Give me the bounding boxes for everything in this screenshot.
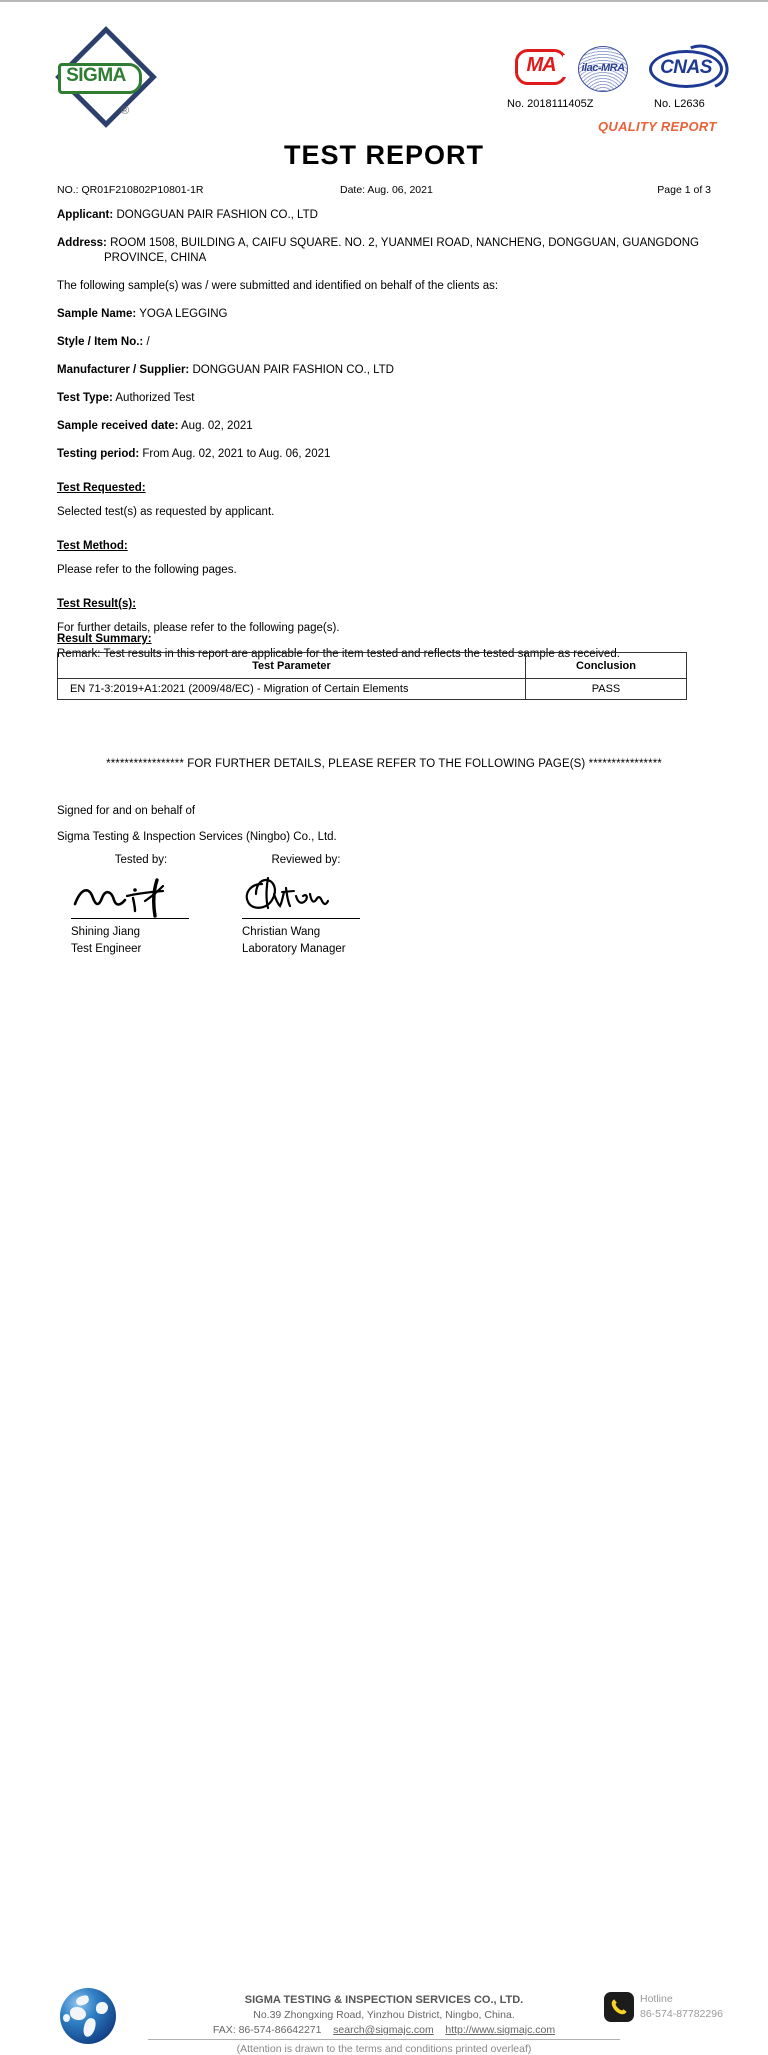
column-test-parameter: Test Parameter: [58, 653, 526, 679]
test-results-body: For further details, please refer to the following page(s).: [57, 622, 340, 634]
table-row: [58, 679, 687, 700]
sample-name-line: [57, 307, 717, 322]
applicant-value: DONGGUAN PAIR FASHION CO., LTD: [116, 209, 318, 221]
cnas-number: No. L2636: [654, 98, 705, 110]
footer-attention-note: (Attention is drawn to the terms and conditions printed overleaf): [236, 2043, 532, 2055]
signature-block: [57, 805, 557, 851]
accreditation-marks: [515, 46, 730, 92]
quality-report-stamp: QUALITY REPORT: [598, 119, 717, 134]
address-value: ROOM 1508, BUILDING A, CAIFU SQUARE. NO. 2, YUANMEI ROAD, NANCHENG, DONGGUAN, GUANGDONG: [110, 237, 700, 249]
result-summary-table: [57, 652, 687, 700]
address-value-continued: PROVINCE, CHINA: [104, 252, 207, 264]
received-date-label: Sample received date:: [57, 420, 179, 432]
ilac-label: ilac-MRA: [581, 62, 625, 74]
test-requested-heading: Test Requested:: [57, 482, 146, 494]
further-details-notice: ***************** FOR FURTHER DETAILS, PLEASE REFER TO THE FOLLOWING PAGE(S) ****************: [106, 758, 662, 770]
footer-divider: [148, 2039, 620, 2040]
cma-number: No. 2018111405Z: [507, 98, 594, 110]
test-results-heading: Test Result(s):: [57, 598, 137, 610]
result-summary-heading: Result Summary:: [57, 633, 152, 645]
cell-test-parameter: EN 71-3:2019+A1:2021 (2009/48/EC) - Migration of Certain Elements: [58, 679, 526, 700]
style-label: Style / Item No.:: [57, 336, 144, 348]
test-method-heading: Test Method:: [57, 540, 128, 552]
reviewed-by-signature-icon: [240, 870, 440, 918]
test-method-body: Please refer to the following pages.: [57, 564, 237, 576]
footer-website[interactable]: http://www.sigmajc.com: [445, 2024, 556, 2036]
report-body: [57, 208, 717, 675]
test-requested-body: Selected test(s) as requested by applicant.: [57, 506, 275, 518]
sigma-logo: [56, 35, 148, 127]
signed-for-line: Signed for and on behalf of: [57, 805, 196, 817]
submission-intro: The following sample(s) was / were submitted and identified on behalf of the clients as:: [57, 280, 499, 292]
ilac-mra-mark-icon: [578, 46, 630, 92]
column-conclusion: Conclusion: [526, 653, 687, 679]
tested-by-label: Tested by:: [114, 854, 168, 866]
manufacturer-line: [57, 363, 717, 378]
reviewed-by-rule: [242, 918, 360, 919]
cma-label: MA: [526, 54, 556, 76]
hotline-text: [640, 1992, 723, 2022]
page-title: TEST REPORT: [283, 140, 484, 170]
tested-by-role: Test Engineer: [71, 943, 142, 955]
report-meta: [0, 184, 768, 200]
style-value: /: [146, 336, 150, 348]
test-results-remark: Remark: Test results in this report are applicable for the item tested and reflects the tested sample as received.: [57, 648, 620, 660]
tested-by-name: Shining Jiang: [71, 926, 141, 938]
phone-icon: [604, 1992, 634, 2022]
sample-name-value: YOGA LEGGING: [139, 308, 228, 320]
hotline-label: Hotline: [640, 1993, 673, 2005]
signing-company: Sigma Testing & Inspection Services (Ningbo) Co., Ltd.: [57, 831, 337, 843]
page-number: Page 1 of 3: [657, 184, 711, 196]
sample-name-label: Sample Name:: [57, 308, 137, 320]
test-type-value: Authorized Test: [115, 392, 195, 404]
cell-conclusion: PASS: [526, 679, 687, 700]
style-line: [57, 335, 717, 350]
cma-mark-icon: [515, 46, 571, 90]
report-number: NO.: QR01F210802P10801-1R: [57, 184, 204, 196]
testing-period-value: From Aug. 02, 2021 to Aug. 06, 2021: [142, 448, 331, 460]
testing-period-line: [57, 447, 717, 462]
footer-company: SIGMA TESTING & INSPECTION SERVICES CO., LTD.: [244, 1994, 524, 2006]
registered-mark-icon: ®: [121, 105, 130, 117]
cnas-label: CNAS: [660, 57, 712, 78]
reviewed-by-name: Christian Wang: [242, 926, 321, 938]
sigma-wordmark: SIGMA: [66, 65, 126, 86]
tested-by-rule: [71, 918, 189, 919]
reviewed-by-role: Laboratory Manager: [242, 943, 346, 955]
applicant-line: [57, 208, 717, 223]
report-header: [0, 2, 768, 142]
address-line: [57, 236, 717, 266]
address-label: Address:: [57, 237, 107, 249]
hotline-block: [604, 1992, 754, 2028]
received-date-line: [57, 419, 717, 434]
test-type-line: [57, 391, 717, 406]
applicant-label: Applicant:: [57, 209, 114, 221]
hotline-number: 86-574-87782296: [640, 2008, 723, 2020]
test-type-label: Test Type:: [57, 392, 113, 404]
manufacturer-value: DONGGUAN PAIR FASHION CO., LTD: [192, 364, 394, 376]
report-date: Date: Aug. 06, 2021: [340, 184, 433, 196]
footer-address: No.39 Zhongxing Road, Yinzhou District, Ningbo, China.: [253, 2009, 515, 2021]
footer-fax: FAX: 86-574-86642271: [212, 2024, 322, 2036]
testing-period-label: Testing period:: [57, 448, 140, 460]
received-date-value: Aug. 02, 2021: [181, 420, 253, 432]
footer-email[interactable]: search@sigmajc.com: [333, 2024, 434, 2036]
reviewed-by-column: [240, 854, 440, 955]
table-header-row: [58, 653, 687, 679]
report-footer: [0, 992, 768, 2055]
manufacturer-label: Manufacturer / Supplier:: [57, 364, 190, 376]
cnas-mark-icon: [647, 46, 727, 92]
reviewed-by-label: Reviewed by:: [271, 854, 341, 866]
